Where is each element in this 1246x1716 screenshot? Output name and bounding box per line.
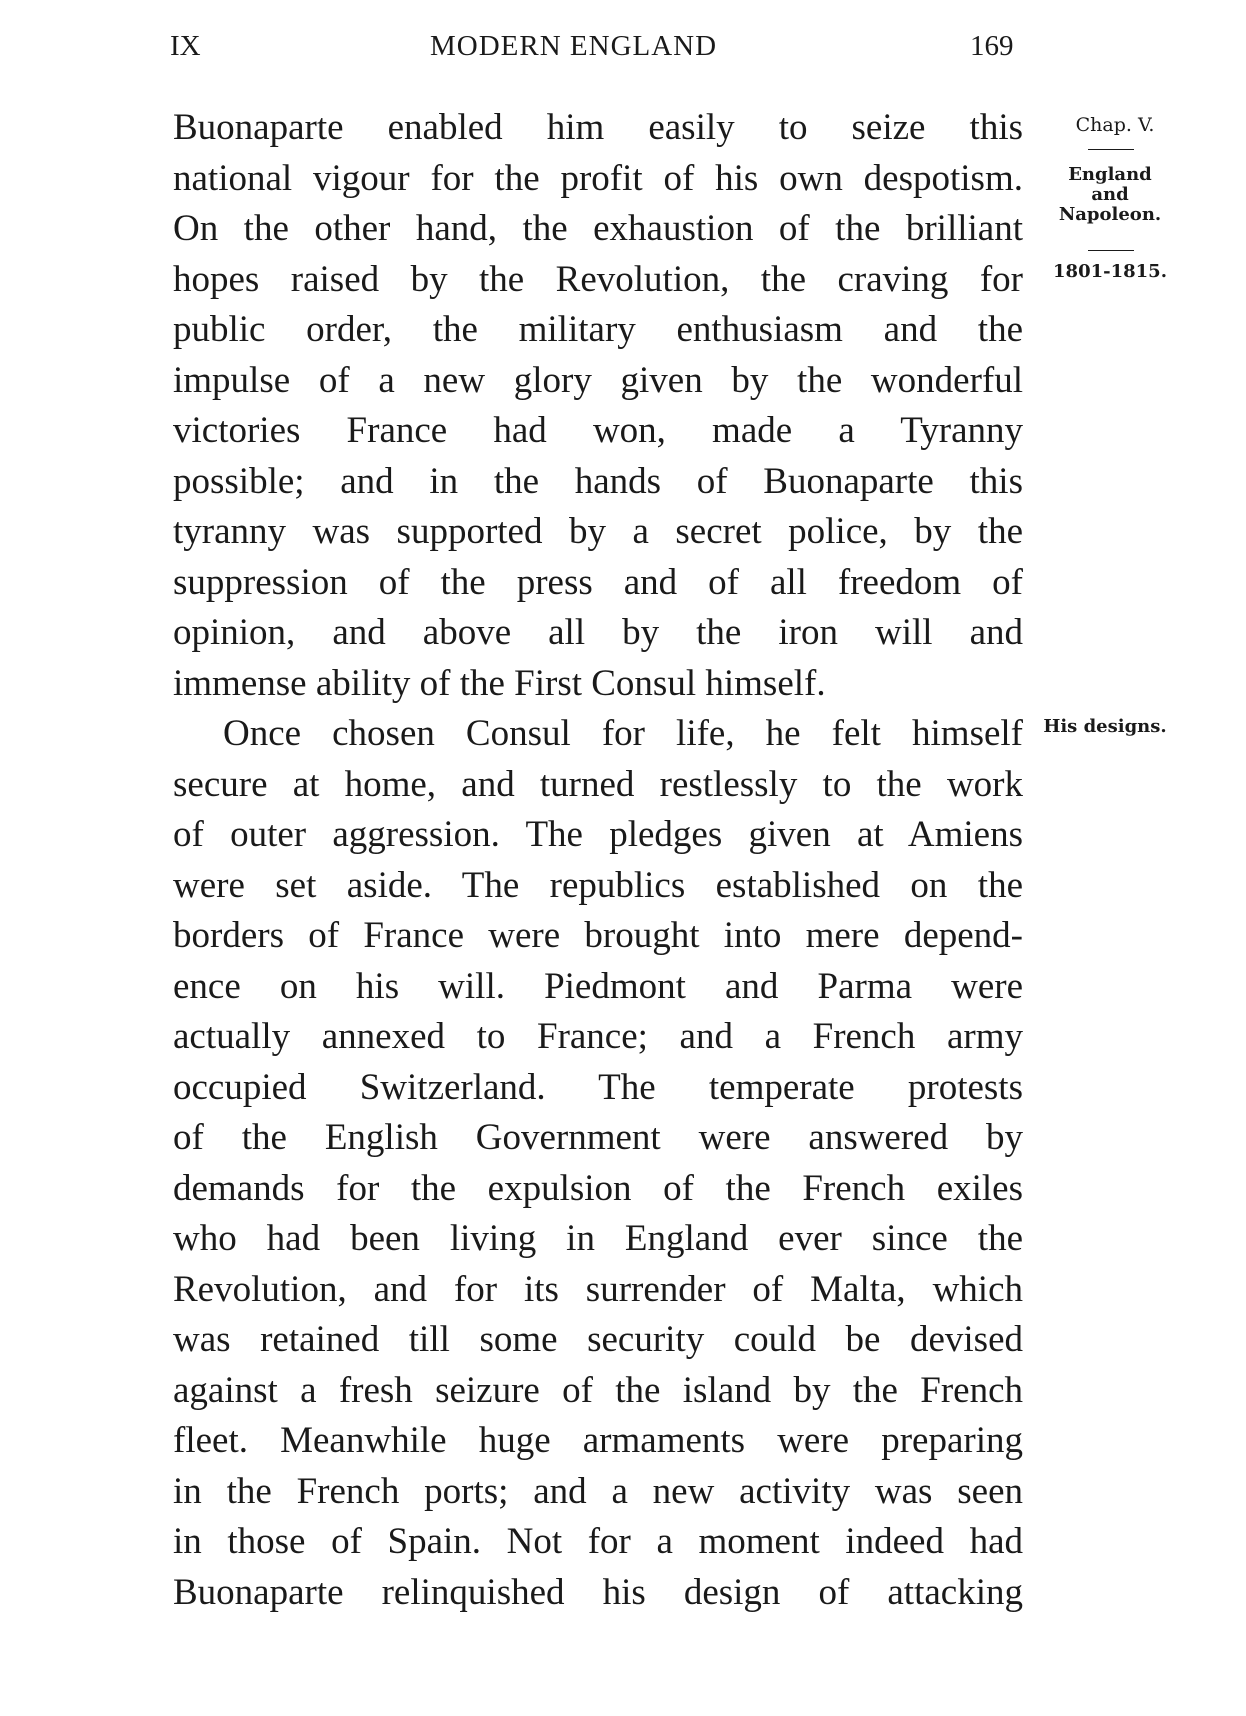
text-line: in those of Spain. Not for a moment indeed had [173, 1521, 1023, 1562]
paragraph-start-line: Once chosen Consul for life, he felt himself [223, 713, 1023, 754]
chapter-note: Chap. V. [1075, 114, 1155, 136]
topic-note-line: Napoleon. [1058, 204, 1162, 225]
body-text [173, 103, 1023, 1618]
text-line: occupied Switzerland. The temperate protests [173, 1066, 1023, 1108]
text-line: Buonaparte enabled him easily to seize this [173, 107, 1023, 148]
text-line: Buonaparte relinquished his design of attacking [173, 1571, 1023, 1613]
text-line: tyranny was supported by a secret police, by the [173, 511, 1023, 552]
running-title: MODERN ENGLAND [430, 30, 718, 62]
text-line: On the other hand, the exhaustion of the brilliant [173, 208, 1023, 249]
page-number: 169 [970, 30, 1014, 62]
note-divider [1088, 149, 1134, 150]
section-numeral: IX [170, 30, 201, 62]
text-line: possible; and in the hands of Buonaparte this [173, 460, 1023, 502]
text-line: impulse of a new glory given by the wonderful [173, 359, 1023, 401]
text-line: demands for the expulsion of the French exiles [173, 1167, 1023, 1209]
text-line: was retained till some security could be devised [173, 1319, 1023, 1360]
text-line: hopes raised by the Revolution, the craving for [173, 258, 1023, 300]
text-line: were set aside. The republics established on the [173, 864, 1023, 906]
text-line: against a fresh seizure of the island by the French [173, 1369, 1023, 1411]
text-line: of outer aggression. The pledges given at Amiens [173, 814, 1023, 855]
text-line: ence on his will. Piedmont and Parma were [173, 965, 1023, 1007]
text-line: in the French ports; and a new activity was seen [173, 1470, 1023, 1512]
text-line: secure at home, and turned restlessly to the work [173, 763, 1023, 805]
dates-note: 1801-1815. [1053, 261, 1167, 282]
topic-note-line: and [1091, 184, 1129, 205]
topic-note-line: England [1068, 164, 1152, 185]
text-line: suppression of the press and of all freedom of [173, 561, 1023, 603]
text-line: immense ability of the First Consul himself. [173, 662, 826, 704]
text-line: of the English Government were answered by [173, 1117, 1023, 1158]
text-line: actually annexed to France; and a French army [173, 1016, 1023, 1057]
text-line: opinion, and above all by the iron will and [173, 612, 1023, 653]
running-header [170, 30, 1040, 70]
text-line: victories France had won, made a Tyranny [173, 410, 1023, 451]
text-line: public order, the military enthusiasm and the [173, 309, 1023, 350]
designs-note: His designs. [1043, 716, 1167, 737]
text-line: national vigour for the profit of his own despotism. [173, 157, 1023, 199]
text-line: fleet. Meanwhile huge armaments were preparing [173, 1420, 1023, 1461]
text-line: who had been living in England ever since the [173, 1218, 1023, 1259]
topic-note [1040, 165, 1180, 225]
text-line: Revolution, and for its surrender of Malta, which [173, 1268, 1023, 1310]
note-divider [1088, 250, 1134, 251]
text-line: borders of France were brought into mere depend- [173, 915, 1023, 956]
